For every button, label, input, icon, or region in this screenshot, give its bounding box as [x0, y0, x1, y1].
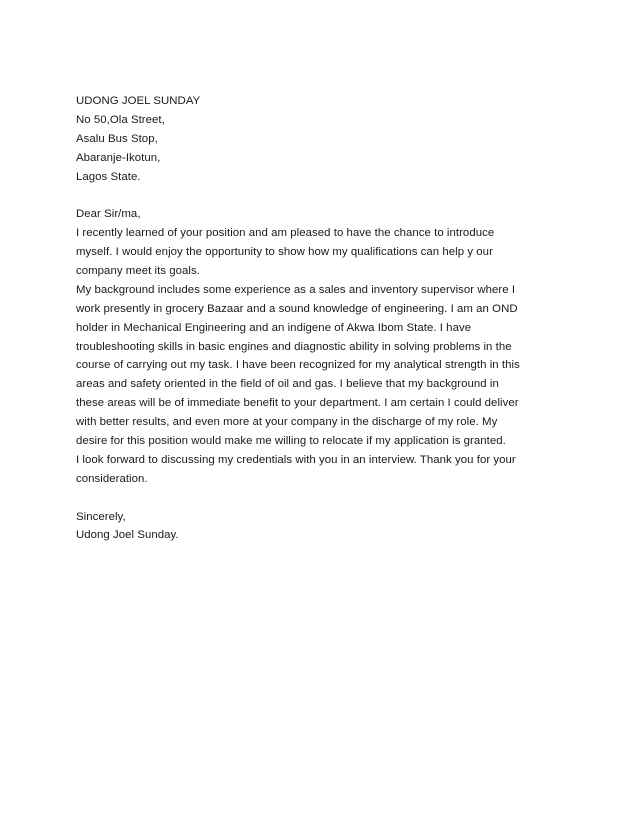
salutation: Dear Sir/ma, — [76, 208, 141, 221]
body-line: work presently in grocery Bazaar and a sound knowledge of engineering. I am an OND — [76, 302, 518, 315]
sender-block — [76, 92, 576, 186]
body-line: desire for this position would make me willing to relocate if my application is granted. — [76, 435, 506, 448]
body-line: course of carrying out my task. I have been recognized for my analytical strength in this — [76, 359, 520, 372]
body-line: troubleshooting skills in basic engines and diagnostic ability in solving problems in the — [76, 340, 512, 353]
body-line: I look forward to discussing my credentials with you in an interview. Thank you for your — [76, 453, 516, 466]
cover-letter — [76, 92, 576, 545]
body-line: areas and safety oriented in the field of oil and gas. I believe that my background in — [76, 378, 499, 391]
body-line: myself. I would enjoy the opportunity to show how my qualifications can help y our — [76, 246, 493, 259]
body-line: I recently learned of your position and am pleased to have the chance to introduce — [76, 227, 495, 240]
sender-address-line: Lagos State. — [76, 170, 141, 183]
sender-address-line: Abaranje-Ikotun, — [76, 151, 161, 164]
closing: Sincerely, — [76, 510, 126, 523]
body-line: company meet its goals. — [76, 265, 200, 278]
body-line: My background includes some experience as a sales and inventory supervisor where I — [76, 283, 516, 296]
paragraph-gap — [76, 186, 576, 205]
sender-address-line: Asalu Bus Stop, — [76, 132, 158, 145]
sender-name: UDONG JOEL SUNDAY — [76, 95, 201, 107]
letter-body — [76, 224, 576, 488]
body-line: these areas will be of immediate benefit to your department. I am certain I could deliver — [76, 397, 519, 410]
paragraph-gap — [76, 489, 576, 508]
sender-address-line: No 50,Ola Street, — [76, 113, 165, 126]
body-line: consideration. — [76, 472, 148, 485]
body-line: holder in Mechanical Engineering and an indigene of Akwa Ibom State. I have — [76, 321, 472, 334]
body-line: with better results, and even more at your company in the discharge of my role. My — [76, 416, 498, 429]
signature-name: Udong Joel Sunday. — [76, 529, 179, 542]
